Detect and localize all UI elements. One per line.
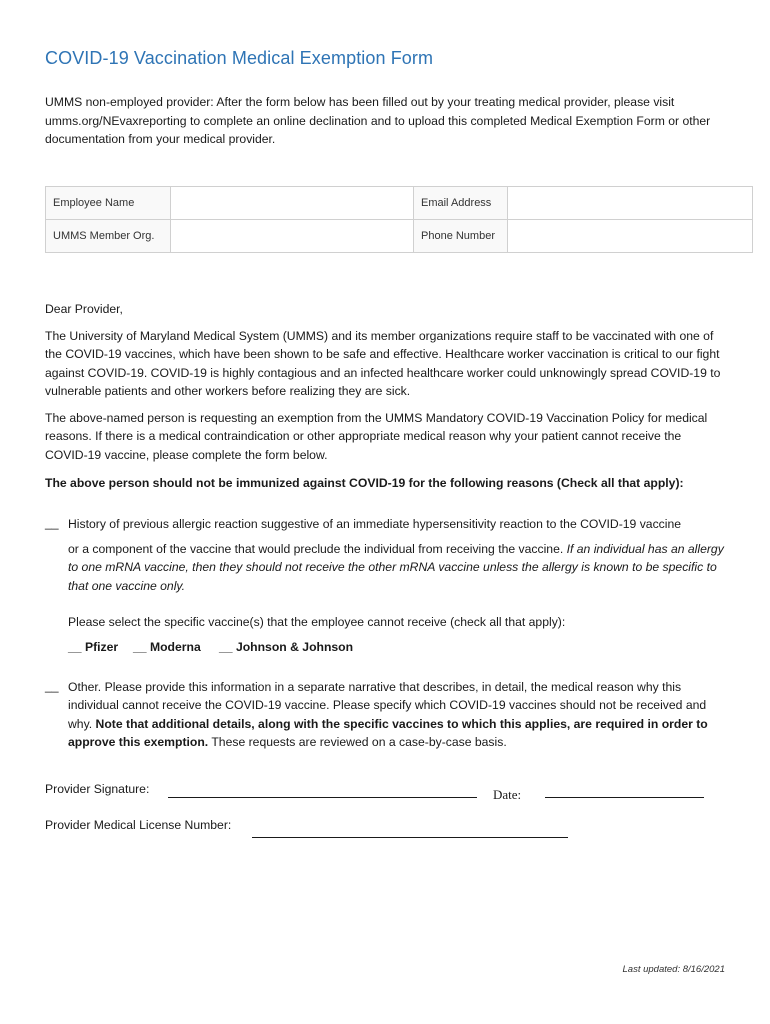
date-label: Date: — [493, 787, 522, 802]
date-line[interactable] — [545, 797, 704, 798]
provider-signature-line[interactable] — [168, 797, 477, 798]
other-option-tail: These requests are reviewed on a case-by-case basis. — [211, 734, 507, 749]
allergy-checkbox-blank[interactable]: __ — [45, 516, 59, 530]
phone-label: Phone Number — [414, 220, 508, 253]
last-updated: Last updated: 8/16/2021 — [622, 964, 725, 975]
member-org-label: UMMS Member Org. — [46, 220, 171, 253]
letter-paragraph-1: The University of Maryland Medical System (UMMS) and its member organizations require staff to be vaccinated with one of the COVID-19 vaccines, which have been shown to be safe and effective. Healthcare worker vaccination is critical to our fight against COVID-19. COVID-19 is highly contagious and an infected healthcare worker could unknowingly spread COVID-19 to vulnerable patients and other workers before realizing they are sick. — [45, 329, 721, 398]
other-option-text — [68, 678, 728, 751]
employee-name-field[interactable] — [171, 187, 414, 220]
other-checkbox-blank[interactable]: __ — [45, 679, 59, 693]
vaccine-prompt: Please select the specific vaccine(s) that the employee cannot receive (check all that apply): — [68, 615, 566, 629]
phone-field[interactable] — [508, 220, 753, 253]
email-field[interactable] — [508, 187, 753, 220]
employee-name-label: Employee Name — [46, 187, 171, 220]
letter-paragraph-2: The above-named person is requesting an exemption from the UMMS Mandatory COVID-19 Vaccination Policy for medical reasons. If there is a medical contraindication or other appropriate medical reason why your patient cannot receive the COVID-19 vaccine, please complete the form below. — [45, 411, 708, 462]
allergy-option-line2: or a component of the vaccine that would preclude the individual from receiving the vaccine. — [68, 542, 564, 556]
reasons-heading: The above person should not be immunized against COVID-19 for the following reasons (Check all that apply): — [45, 476, 684, 490]
page-title: COVID-19 Vaccination Medical Exemption Form — [45, 48, 434, 68]
intro-paragraph: UMMS non-employed provider: After the form below has been filled out by your treating medical provider, please visit umms.org/NEvaxreporting to complete an online declination and to upload this completed Medical Exemption Form or other documentation from your medical provider. — [45, 95, 711, 146]
member-org-field[interactable] — [171, 220, 414, 253]
allergy-option-text — [68, 540, 728, 595]
table-row — [46, 187, 753, 220]
moderna-option[interactable]: __ Moderna — [133, 640, 201, 654]
email-label: Email Address — [414, 187, 508, 220]
allergy-option-line1: History of previous allergic reaction suggestive of an immediate hypersensitivity reaction to the COVID-19 vaccine — [68, 517, 682, 531]
pfizer-option[interactable]: __ Pfizer — [68, 640, 119, 654]
other-option-requirement: Note that additional details, along with the specific vaccines to which this applies, are required in order to approve this exemption. — [68, 716, 708, 749]
license-number-line[interactable] — [252, 837, 568, 838]
license-number-label: Provider Medical License Number: — [45, 818, 232, 832]
table-row — [46, 220, 753, 253]
provider-signature-label: Provider Signature: — [45, 782, 150, 796]
allergy-option-note: If an individual has an allergy to one mRNA vaccine, then they should not receive the other mRNA vaccine unless the allergy is known to be specific to that one vaccine only. — [68, 542, 724, 593]
other-option-body: Other. Please provide this information in a separate narrative that describes, in detail, the medical reason why this individual cannot receive the COVID-19 vaccine. Please specify which COVID-19 vaccines should not be received and why. — [68, 680, 707, 731]
employee-info-table — [45, 186, 753, 253]
jnj-option[interactable]: __ Johnson & Johnson — [219, 640, 354, 654]
salutation: Dear Provider, — [45, 302, 123, 316]
